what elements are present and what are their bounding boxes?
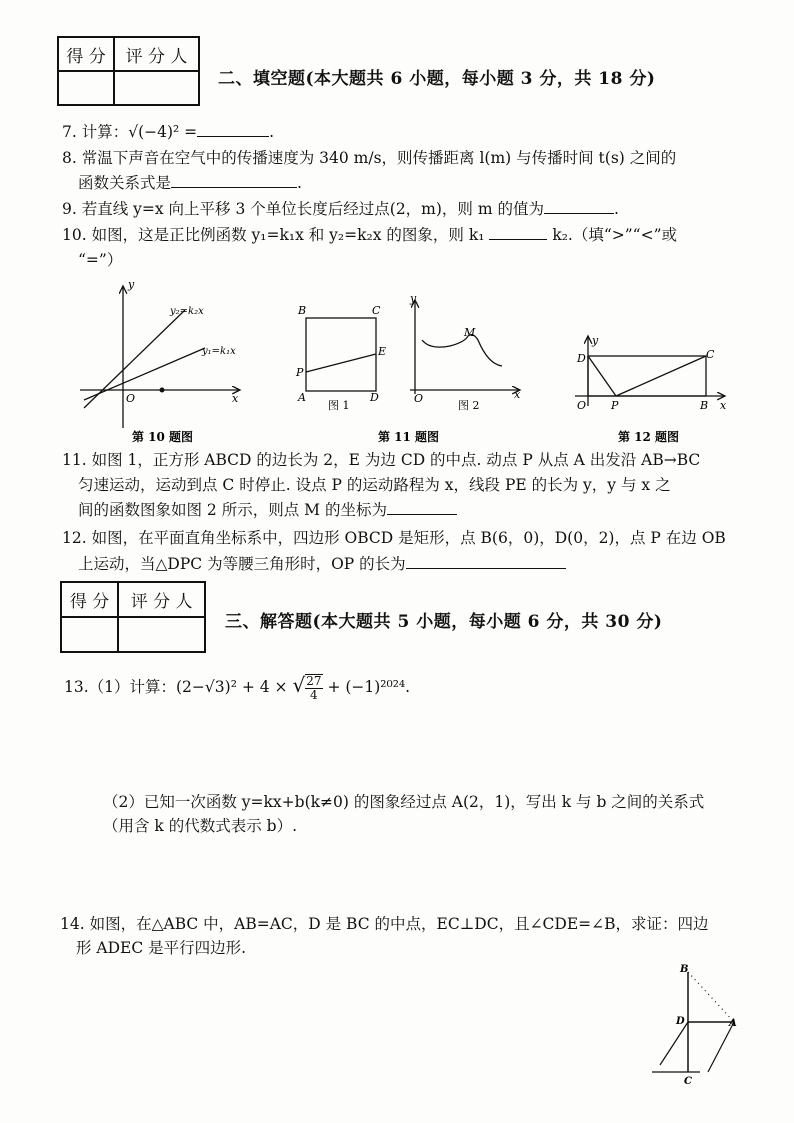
q10-line2: “=”） bbox=[78, 251, 123, 269]
q10-line1a: 10. 如图，这是正比例函数 y₁=k₁x 和 y₂=k₂x 的图象，则 k₁ bbox=[62, 226, 485, 244]
figure-12 bbox=[575, 334, 727, 444]
q13-part1-suffix: + (−1)²⁰²⁴. bbox=[327, 678, 411, 696]
q9-end: . bbox=[613, 200, 619, 218]
q8-end: . bbox=[297, 174, 302, 192]
score-cell[interactable] bbox=[61, 617, 118, 652]
fig11-label-c: C bbox=[372, 304, 381, 317]
q13-part2-line1: （2）已知一次函数 y=kx+b(k≠0) 的图象经过点 A(2，1)，写出 k 与 b 之间的关系式 bbox=[103, 793, 705, 811]
fig14-segment-ba bbox=[688, 972, 734, 1022]
fig11-graph-x-label: x bbox=[514, 388, 521, 401]
fig14-segment-de bbox=[660, 1022, 688, 1065]
q8-line1: 8. 常温下声音在空气中的传播速度为 340 m/s，则传播距离 l(m) 与传播时间 t(s) 之间的 bbox=[62, 149, 677, 167]
q14-line1: 14. 如图，在△ABC 中，AB=AC，D 是 BC 的中点，EC⊥DC，且∠CDE=∠B，求证：四边 bbox=[60, 915, 709, 933]
q11-answer-blank[interactable] bbox=[387, 514, 457, 515]
fig14-label-c: C bbox=[684, 1076, 692, 1085]
q14-line2: 形 ADEC 是平行四边形. bbox=[76, 939, 247, 957]
grader-cell[interactable] bbox=[114, 71, 199, 105]
q12-line2-wrap bbox=[78, 553, 566, 575]
fig14-segment-ae bbox=[708, 1022, 734, 1072]
section2-title: 二、填空题(本大题共 6 小题，每小题 3 分，共 18 分) bbox=[218, 69, 656, 89]
fig11-square bbox=[306, 318, 376, 391]
score-table-section3 bbox=[60, 581, 206, 653]
fig10-label-y1: y₁=k₁x bbox=[202, 346, 236, 357]
q12-line2: 上运动，当△DPC 为等腰三角形时，OP 的长为 bbox=[78, 555, 406, 573]
fig12-rectangle bbox=[588, 356, 706, 396]
figure-11-graph bbox=[378, 292, 521, 444]
q11-line3: 间的函数图象如图 2 所示，则点 M 的坐标为 bbox=[78, 501, 387, 519]
fig12-label-x: x bbox=[720, 399, 727, 412]
fig12-label-p: P bbox=[611, 399, 619, 412]
fig10-label-y2: y₂=k₂x bbox=[170, 306, 204, 317]
q7-end: . bbox=[269, 123, 275, 141]
q9-answer-blank[interactable] bbox=[544, 213, 614, 214]
q11-line2: 匀速运动，运动到点 C 时停止. 设点 P 的运动路程为 x，线段 PE 的长为 y，y 与 x 之 bbox=[78, 476, 671, 494]
fig11-fig2-caption: 图 2 bbox=[458, 399, 480, 412]
question-10 bbox=[62, 224, 677, 246]
q11-line1: 11. 如图 1，正方形 ABCD 的边长为 2，E 为边 CD 的中点. 动点 P 从点 A 出发沿 AB→BC bbox=[62, 451, 701, 469]
fig14-label-b: B bbox=[680, 964, 689, 975]
q13-part2-line2: （用含 k 的代数式表示 b）. bbox=[103, 817, 298, 835]
fig12-label-b: B bbox=[700, 399, 709, 412]
q13-part1-prefix: 13.（1）计算：(2−√3)² + 4 × bbox=[64, 678, 288, 696]
q13-part1: 13.（1）计算：(2−√3)² + 4 × √ $\frac{27}{4}$ + (−1)²⁰²⁴. bbox=[64, 673, 411, 702]
section3-title: 三、解答题(本大题共 5 小题，每小题 6 分，共 30 分) bbox=[225, 612, 663, 632]
q11-line3-wrap bbox=[78, 499, 457, 521]
fig12-label-o: O bbox=[577, 399, 587, 412]
fig12-label-d: D bbox=[577, 352, 586, 365]
fig11-label-d: D bbox=[370, 391, 379, 404]
q8-line2: 函数关系式是 bbox=[78, 174, 172, 192]
q8-answer-blank[interactable] bbox=[171, 187, 297, 188]
fig10-line-y1 bbox=[84, 348, 205, 400]
fig11-graph-origin: O bbox=[414, 392, 424, 405]
fig11-caption: 第 11 题图 bbox=[378, 430, 440, 444]
fig10-dot bbox=[160, 388, 165, 393]
score-label: 得 分 bbox=[61, 582, 118, 617]
fig10-x-label: x bbox=[232, 392, 239, 405]
fig12-label-y: y bbox=[592, 334, 599, 347]
figures-row bbox=[70, 278, 750, 448]
q9-text: 9. 若直线 y=x 向上平移 3 个单位长度后经过点(2，m)，则 m 的值为 bbox=[62, 200, 544, 218]
fig10-caption: 第 10 题图 bbox=[132, 430, 194, 444]
question-7 bbox=[62, 121, 274, 143]
fig11-graph-label-m: M bbox=[464, 326, 476, 339]
fig12-segment-pc bbox=[616, 356, 706, 396]
fig14-label-a: A bbox=[729, 1018, 737, 1029]
fig11-label-a: A bbox=[298, 391, 306, 404]
q7-text: 7. 计算：√(−4)² = bbox=[62, 123, 198, 141]
q13-frac-num: 27 bbox=[306, 674, 322, 688]
score-label: 得 分 bbox=[58, 37, 114, 71]
fig11-label-p: P bbox=[296, 366, 304, 379]
q10-answer-blank[interactable] bbox=[489, 239, 547, 240]
fig11-graph-y-label: y bbox=[410, 292, 417, 305]
figure-10 bbox=[80, 278, 240, 444]
fig12-label-c: C bbox=[706, 348, 715, 361]
fig12-segment-dp bbox=[588, 356, 616, 396]
fig11-label-b: B bbox=[298, 304, 307, 317]
score-cell[interactable] bbox=[58, 71, 114, 105]
fig14-label-d: D bbox=[676, 1016, 685, 1027]
score-table-section2 bbox=[57, 36, 200, 106]
q12-answer-blank[interactable] bbox=[406, 568, 566, 569]
figure-14 bbox=[640, 960, 750, 1085]
fig10-origin: O bbox=[126, 392, 136, 405]
fig10-y-label: y bbox=[128, 278, 135, 291]
grader-label: 评 分 人 bbox=[114, 37, 199, 71]
q13-fraction bbox=[305, 674, 322, 702]
fig11-graph-curve bbox=[422, 335, 502, 366]
q13-frac-den: 4 bbox=[310, 688, 318, 702]
q7-answer-blank[interactable] bbox=[197, 136, 269, 137]
q12-line1: 12. 如图，在平面直角坐标系中，四边形 OBCD 是矩形，点 B(6，0)，D(0，2)，点 P 在边 OB bbox=[62, 529, 726, 547]
fig11-label-e: E bbox=[378, 345, 387, 358]
fig11-segment-pe bbox=[306, 354, 376, 372]
grader-cell[interactable] bbox=[118, 617, 205, 652]
fig12-caption: 第 12 题图 bbox=[618, 430, 680, 444]
fig11-fig1-caption: 图 1 bbox=[328, 399, 350, 412]
grader-label: 评 分 人 bbox=[118, 582, 205, 617]
q10-line1b: k₂.（填“>”“<”或 bbox=[552, 226, 678, 244]
figure-11-square bbox=[295, 304, 386, 412]
q8-line2-wrap bbox=[78, 172, 302, 194]
question-9 bbox=[62, 198, 619, 220]
